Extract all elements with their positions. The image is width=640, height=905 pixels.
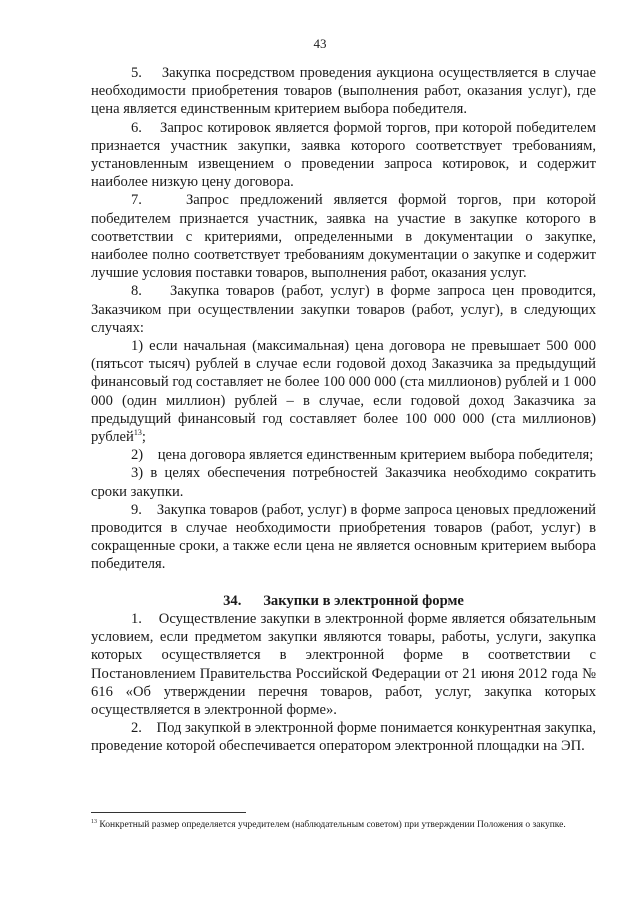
footnote-separator [91, 812, 246, 813]
paragraph-8: 8. Закупка товаров (работ, услуг) в форме запроса цен проводится, Заказчиком при осуществлении закупки товаров (работ, услуг), в следующих случаях: [91, 283, 596, 336]
subitem-3: 3) в целях обеспечения потребностей Заказчика необходимо сократить сроки закупки. [91, 465, 596, 500]
footnote-reference[interactable]: 13 [133, 428, 142, 438]
page-number: 43 [313, 36, 327, 51]
footnote-text: Конкретный размер определяется учредителем (наблюдательным советом) при утверждении Положения о закупке. [97, 820, 566, 830]
section-heading [91, 592, 596, 610]
paragraph-5: 5. Закупка посредством проведения аукциона осуществляется в случае необходимости приобретения товаров (выполнения работ, оказания услуг), где цена является единственным критерием выбора победителя. [91, 65, 596, 118]
footnote [91, 819, 596, 832]
section-paragraph-1: 1. Осуществление закупки в электронной форме является обязательным условием, если предметом закупки являются товары, работы, услуги, закупка которых осуществляется в электронной форме в соответствии с Постановлением Правительства Российской Федерации от 21 июня 2012 года № 616 «Об утверждении перечня товаров, работ, услуг, закупка которых осуществляется в электронной форме». [91, 610, 596, 718]
subitem-2: 2) цена договора является единственным критерием выбора победителя; [131, 447, 594, 464]
subitem-1-text: 1) если начальная (максимальная) цена договора не превышает 500 000 (пятьсот тысяч) рублей в случае если годовой доход Заказчика за предыдущий финансовый год составляет не более 100 000 000 (ста миллионов) рублей и 1 000 000 (один миллион) рублей – в случае, если годовой доход Заказчика за предыдущий финансовый год составляет более 100 000 000 (ста миллионов) рублей [91, 338, 596, 446]
subitem-1-end: ; [141, 429, 146, 446]
footnote-number: 13 [91, 818, 97, 825]
section-title: Закупки в электронной форме [263, 592, 464, 609]
document-body [91, 64, 596, 756]
section-number: 34. [223, 592, 242, 609]
paragraph-6: 6. Запрос котировок является формой торгов, при которой победителем признается участник закупки, заявка которого соответствует требованиям, установленным извещением о проведении запроса котировок, и содержит наиболее низкую цену договора. [91, 119, 596, 191]
paragraph-9: 9. Закупка товаров (работ, услуг) в форме запроса ценовых предложений проводится в случае необходимости приобретения товаров (работ, услуг) в сокращенные сроки, а также если цена не является основным критерием выбора победителя. [91, 501, 596, 573]
section-paragraph-2: 2. Под закупкой в электронной форме понимается конкурентная закупка, проведение которой обеспечивается оператором электронной площадки на ЭП. [91, 720, 596, 755]
subitem-1 [91, 337, 596, 446]
paragraph-7: 7. Запрос предложений является формой торгов, при которой победителем признается участник, заявка на участие в закупке которого в соответствии с критериями, определенными в документации о закупке, наиболее полно соответствует требованиям документации о закупке и содержит лучшие условия поставки товаров, выполнения работ, оказания услуг. [91, 192, 596, 282]
